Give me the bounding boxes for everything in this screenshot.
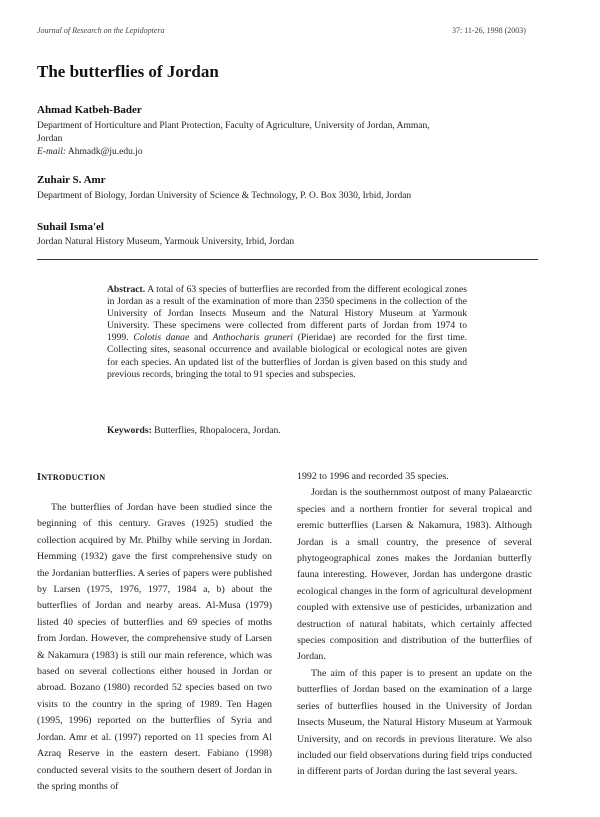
section-heading-introduction <box>37 472 105 483</box>
keywords-label: Keywords: <box>107 425 152 436</box>
author-email <box>37 146 537 159</box>
author-affiliation-3: Jordan Natural History Museum, Yarmouk University, Irbid, Jordan <box>37 237 295 247</box>
keywords <box>107 425 467 436</box>
email-address: Ahmadk@ju.edu.jo <box>67 147 143 157</box>
text-column-left <box>37 500 272 795</box>
page-title: The butterflies of Jordan <box>37 62 219 81</box>
author-name-2: Zuhair S. Amr <box>37 174 106 186</box>
abstract-text-3: (Pieridae) are recorded for the first time. Collecting sites, seasonal occurrence and available biological or ecological notes are given for each species. An updated list of the butterflies of Jordan is given based on this study and previous records, bringing the total to 91 species and subspecies. <box>107 332 467 380</box>
species-name-2: Anthocharis gruneri <box>212 332 293 344</box>
abstract-text-1: A total of 63 species of butterflies are recorded from the different ecological zones in Jordan as a result of the examination of more than 2350 specimens in the collection of the University of Jordan Insects Museum and the Natural History Museum at Yarmouk University. These specimens were collected from different parts of Jordan from 1974 to 1999. <box>107 284 467 344</box>
abstract-text-2: and <box>189 332 213 344</box>
divider-rule <box>37 259 538 260</box>
paragraph: Jordan is the southernmost outpost of many Palaearctic species and a northern frontier for several tropical and eremic butterflies (Larsen & Nakamura, 1983). Although Jordan is a small country, the presence of several phytogeographical zones makes the Jordanian butterfly fauna interesting. However, Jordan has undergone drastic ecological changes in the form of agricultural development coupled with extensive use of pesticides, urbanization and destruction of natural habitats, which certainly affected species composition and distribution of the butterflies of Jordan. <box>297 487 532 663</box>
species-name-1: Colotis danae <box>133 332 190 344</box>
journal-name: Journal of Research on the Lepidoptera <box>37 26 165 35</box>
affiliation-line-cont: Jordan <box>37 134 63 144</box>
paragraph-continued: 1992 to 1996 and recorded 35 species. <box>297 471 449 482</box>
heading-initial: I <box>37 472 42 483</box>
heading-rest: NTRODUCTION <box>41 473 106 482</box>
abstract-label: Abstract. <box>107 284 146 295</box>
author-name-1: Ahmad Katbeh-Bader <box>37 104 142 116</box>
volume-info: 37: 11-26, 1998 (2003) <box>452 26 526 35</box>
author-affiliation-1 <box>37 120 537 159</box>
email-label: E-mail: <box>37 147 67 157</box>
affiliation-line: Department of Horticulture and Plant Protection, Faculty of Agriculture, University of Jordan, Amman, <box>37 121 430 131</box>
text-column-right <box>297 469 532 781</box>
abstract <box>107 284 467 381</box>
keywords-text: Butterflies, Rhopalocera, Jordan. <box>151 425 281 436</box>
author-affiliation-2: Department of Biology, Jordan University of Science & Technology, P. O. Box 3030, Irbid, Jordan <box>37 191 412 201</box>
paragraph: The butterflies of Jordan have been studied since the beginning of this century. Graves (1925) studied the collection acquired by Mr. Philby while serving in Jordan. Hemming (1932) gave the first comprehensive study on the Jordanian butterflies. A series of papers were published by Larsen (1975, 1976, 1977, 1984 a, b) about the butterflies of Jordan and nearby areas. Al-Musa (1979) listed 40 species of butterflies and 69 species of moths from Jordan. However, the comprehensive study of Larsen & Nakamura (1983) is still our main reference, which was based on several collections either housed in Jordan or abroad. Bozano (1980) recorded 52 species based on two visits to the country in the spring of 1989. Ten Hagen (1995, 1996) reported on the butterflies of Syria and Jordan. Amr et al. (1997) reported on 11 species from Al Azraq Reserve in the eastern desert. Fabiano (1998) conducted several visits to the southern desert of Jordan in the spring months of <box>37 502 272 792</box>
author-name-3: Suhail Isma'el <box>37 221 104 233</box>
paragraph: The aim of this paper is to present an update on the butterflies of Jordan based on the examination of a large series of butterflies housed in the University of Jordan Insects Museum, the Natural History Museum at Yarmouk University, and on records in previous literature. We also included our field observations during field trips conducted in different parts of Jordan during the last several years. <box>297 667 532 778</box>
